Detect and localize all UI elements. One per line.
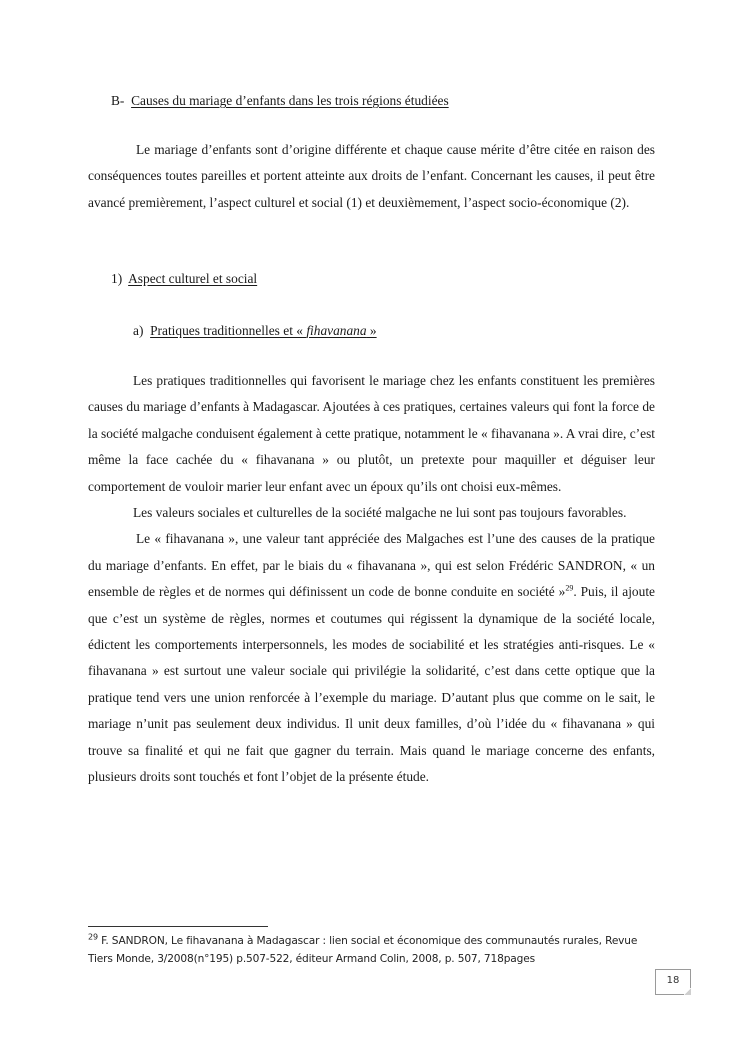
subsection-a-prefix: a) [133, 323, 144, 338]
footnote-number: 29 [88, 932, 98, 942]
page-number: 18 [666, 975, 680, 986]
footnote-divider [88, 926, 268, 927]
subsection-1-title: Aspect culturel et social [128, 271, 258, 286]
paragraph-3-end: . Puis, il ajoute que c’est un système de règles, normes et coutumes qui régissent la dynamique de la société locale, édictent les comportements interpersonnels, les modes de sociabilité et les stratégies anti-risques. Le « fihavanana » est surtout une valeur sociale qui privilégie la solidarité, c’est dans cette optique que la pratique tend vers une union renforcée à l’exemple du mariage. D’autant plus que comme on le sait, le mariage n’unit pas seulement deux individus. Il unit deux familles, d’où l’idée du « fihavanana » qui trouve sa finalité et qui ne fait que gagner du terrain. Mais quand le mariage concerne des enfants, plusieurs droits sont touchés et font l’objet de la présente étude. [88, 584, 655, 785]
section-b-title: Causes du mariage d’enfants dans les trois régions étudiées [131, 93, 449, 108]
intro-paragraph: Le mariage d’enfants sont d’origine différente et chaque cause mérite d’être citée en raison des conséquences toutes pareilles et portent atteinte aux droits de l’enfant. Concernant les causes, il peut être avancé premièrement, l’aspect culturel et social (1) et deuxièmement, l’aspect socio-économique (2). [88, 142, 655, 210]
subsection-a-title [150, 323, 377, 338]
paragraph-3 [88, 526, 655, 790]
subsection-a-title-start: Pratiques traditionnelles et « [150, 323, 307, 338]
page-fold-corner [684, 988, 691, 995]
subsection-a-title-italic: fihavanana [306, 323, 367, 338]
subsection-1-heading [111, 270, 257, 288]
paragraph-2: Les valeurs sociales et culturelles de la société malgache ne lui sont pas toujours favorables. [133, 505, 627, 521]
subsection-a-heading [133, 322, 377, 340]
footnote-text: F. SANDRON, Le fihavanana à Madagascar : lien social et économique des communautés rurales, Revue Tiers Monde, 3/2008(n°195) p.507-522, éditeur Armand Colin, 2008, p. 507, 718pages [88, 935, 638, 965]
page-number-box [655, 969, 691, 995]
paragraph-1: Les pratiques traditionnelles qui favorisent le mariage chez les enfants constituent les premières causes du mariage d’enfants à Madagascar. Ajoutées à ces pratiques, certaines valeurs qui font la force de la société malgache conduisent également à cette pratique, notamment le « fihavanana ». A vrai dire, c’est même la face cachée du « fihavanana » ou plutôt, un pretexte pour maquiller et déguiser leur comportement de vouloir marier leur enfant avec un époux qu’ils ont choisi eux-mêmes. [88, 373, 656, 494]
paragraph-3-start: Le « fihavanana », une valeur tant appréciée des Malgaches est l’une des causes de la pratique du mariage d’enfants. En effet, par le biais du « fihavanana », qui est selon Frédéric SANDRON, « un ensemble de règles et de normes qui définissent un code de bonne conduite en société » [88, 531, 655, 600]
section-b-prefix: B- [111, 93, 125, 108]
main-body [88, 368, 655, 791]
footnote-ref: 29 [565, 583, 574, 593]
section-b-heading [111, 92, 449, 110]
subsection-1-prefix: 1) [111, 271, 123, 286]
intro-block [88, 137, 655, 216]
subsection-a-title-end: » [366, 323, 377, 338]
footnote [88, 932, 658, 968]
